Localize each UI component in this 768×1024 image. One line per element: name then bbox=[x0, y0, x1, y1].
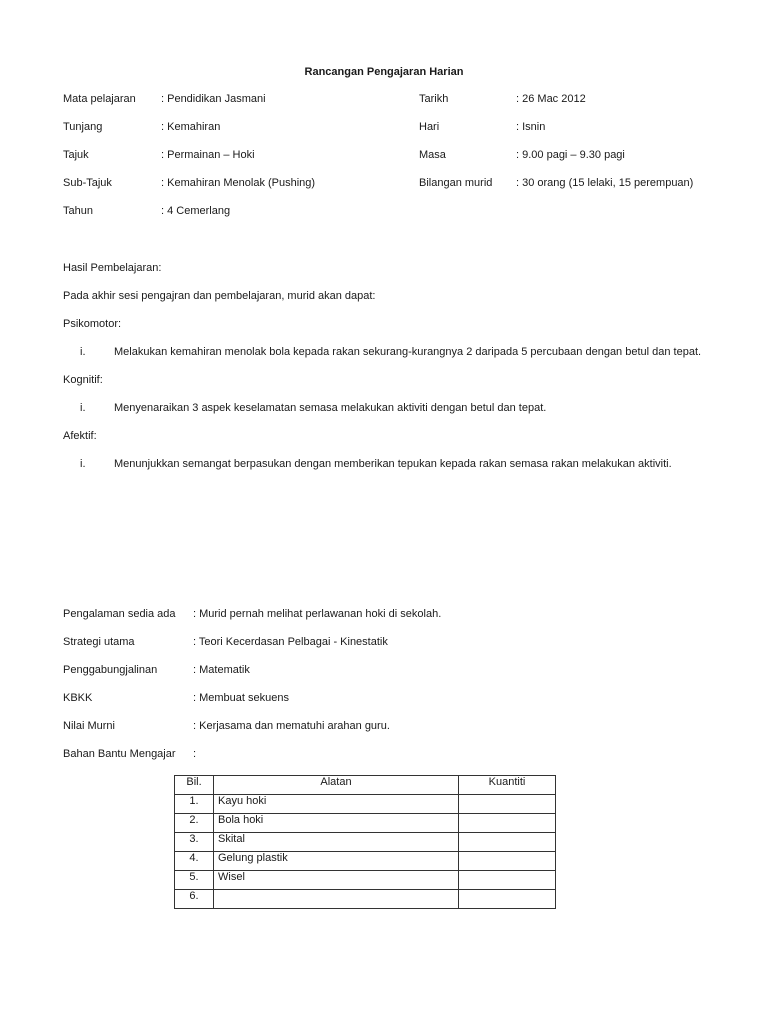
hasil-heading: Hasil Pembelajaran: bbox=[63, 262, 162, 274]
kognitif-item-number: i. bbox=[80, 402, 86, 414]
info-label-bilangan-murid: Bilangan murid bbox=[419, 177, 493, 189]
cell-kuantiti bbox=[459, 795, 556, 814]
cell-alatan: Gelung plastik bbox=[214, 852, 459, 871]
cell-kuantiti bbox=[459, 871, 556, 890]
info-label-tahun: Tahun bbox=[63, 205, 93, 217]
table-header-row bbox=[175, 776, 556, 795]
info-value-hari: : Isnin bbox=[516, 121, 546, 133]
table-row bbox=[175, 871, 556, 890]
header-alatan: Alatan bbox=[214, 776, 459, 795]
cell-alatan: Kayu hoki bbox=[214, 795, 459, 814]
hasil-intro: Pada akhir sesi pengajran dan pembelajaran, murid akan dapat: bbox=[63, 290, 376, 302]
cell-alatan: Bola hoki bbox=[214, 814, 459, 833]
page-title: Rancangan Pengajaran Harian bbox=[304, 66, 464, 78]
kognitif-item-text: Menyenaraikan 3 aspek keselamatan semasa melakukan aktiviti dengan betul dan tepat. bbox=[114, 402, 547, 414]
detail-value-bahan-bantu: : bbox=[193, 748, 197, 760]
afektif-item-number: i. bbox=[80, 458, 86, 470]
info-value-sub-tajuk: : Kemahiran Menolak (Pushing) bbox=[161, 177, 316, 189]
info-label-masa: Masa bbox=[419, 149, 446, 161]
cell-bil: 2. bbox=[175, 814, 214, 833]
cell-bil: 4. bbox=[175, 852, 214, 871]
cell-alatan: Skital bbox=[214, 833, 459, 852]
table-row bbox=[175, 795, 556, 814]
cell-kuantiti bbox=[459, 814, 556, 833]
cell-kuantiti bbox=[459, 890, 556, 909]
info-value-tarikh: : 26 Mac 2012 bbox=[516, 93, 586, 105]
detail-label-kbkk: KBKK bbox=[63, 692, 93, 704]
info-value-bilangan-murid: : 30 orang (15 lelaki, 15 perempuan) bbox=[516, 177, 694, 189]
header-bil: Bil. bbox=[175, 776, 214, 795]
detail-value-nilai-murni: : Kerjasama dan mematuhi arahan guru. bbox=[193, 720, 390, 732]
info-value-masa: : 9.00 pagi – 9.30 pagi bbox=[516, 149, 625, 161]
info-label-tajuk: Tajuk bbox=[63, 149, 89, 161]
table-row bbox=[175, 833, 556, 852]
info-value-mata-pelajaran: : Pendidikan Jasmani bbox=[161, 93, 266, 105]
info-label-tunjang: Tunjang bbox=[63, 121, 103, 133]
cell-bil: 1. bbox=[175, 795, 214, 814]
detail-value-penggabungjalinan: : Matematik bbox=[193, 664, 250, 676]
psikomotor-item-number: i. bbox=[80, 346, 86, 358]
cell-kuantiti bbox=[459, 852, 556, 871]
info-label-hari: Hari bbox=[419, 121, 440, 133]
cell-bil: 3. bbox=[175, 833, 214, 852]
detail-label-pengalaman: Pengalaman sedia ada bbox=[63, 608, 176, 620]
detail-label-bahan-bantu: Bahan Bantu Mengajar bbox=[63, 748, 176, 760]
cell-bil: 5. bbox=[175, 871, 214, 890]
info-value-tahun: : 4 Cemerlang bbox=[161, 205, 231, 217]
detail-value-strategi: : Teori Kecerdasan Pelbagai - Kinestatik bbox=[193, 636, 388, 648]
cell-alatan bbox=[214, 890, 459, 909]
info-label-sub-tajuk: Sub-Tajuk bbox=[63, 177, 112, 189]
table-row bbox=[175, 852, 556, 871]
afektif-heading: Afektif: bbox=[63, 430, 97, 442]
psikomotor-item-text: Melakukan kemahiran menolak bola kepada rakan sekurang-kurangnya 2 daripada 5 percubaan dengan betul dan tepat. bbox=[114, 346, 702, 358]
detail-label-penggabungjalinan: Penggabungjalinan bbox=[63, 664, 158, 676]
info-value-tajuk: : Permainan – Hoki bbox=[161, 149, 255, 161]
cell-bil: 6. bbox=[175, 890, 214, 909]
table-row bbox=[175, 814, 556, 833]
psikomotor-heading: Psikomotor: bbox=[63, 318, 122, 330]
bahan-table bbox=[174, 775, 556, 909]
cell-alatan: Wisel bbox=[214, 871, 459, 890]
info-value-tunjang: : Kemahiran bbox=[161, 121, 221, 133]
detail-value-kbkk: : Membuat sekuens bbox=[193, 692, 289, 704]
table-row bbox=[175, 890, 556, 909]
info-label-mata-pelajaran: Mata pelajaran bbox=[63, 93, 136, 105]
detail-label-nilai-murni: Nilai Murni bbox=[63, 720, 115, 732]
afektif-item-text: Menunjukkan semangat berpasukan dengan memberikan tepukan kepada rakan semasa rakan melakukan aktiviti. bbox=[114, 458, 672, 470]
header-kuantiti: Kuantiti bbox=[459, 776, 556, 795]
cell-kuantiti bbox=[459, 833, 556, 852]
detail-value-pengalaman: : Murid pernah melihat perlawanan hoki di sekolah. bbox=[193, 608, 442, 620]
info-label-tarikh: Tarikh bbox=[419, 93, 449, 105]
kognitif-heading: Kognitif: bbox=[63, 374, 103, 386]
detail-label-strategi: Strategi utama bbox=[63, 636, 135, 648]
